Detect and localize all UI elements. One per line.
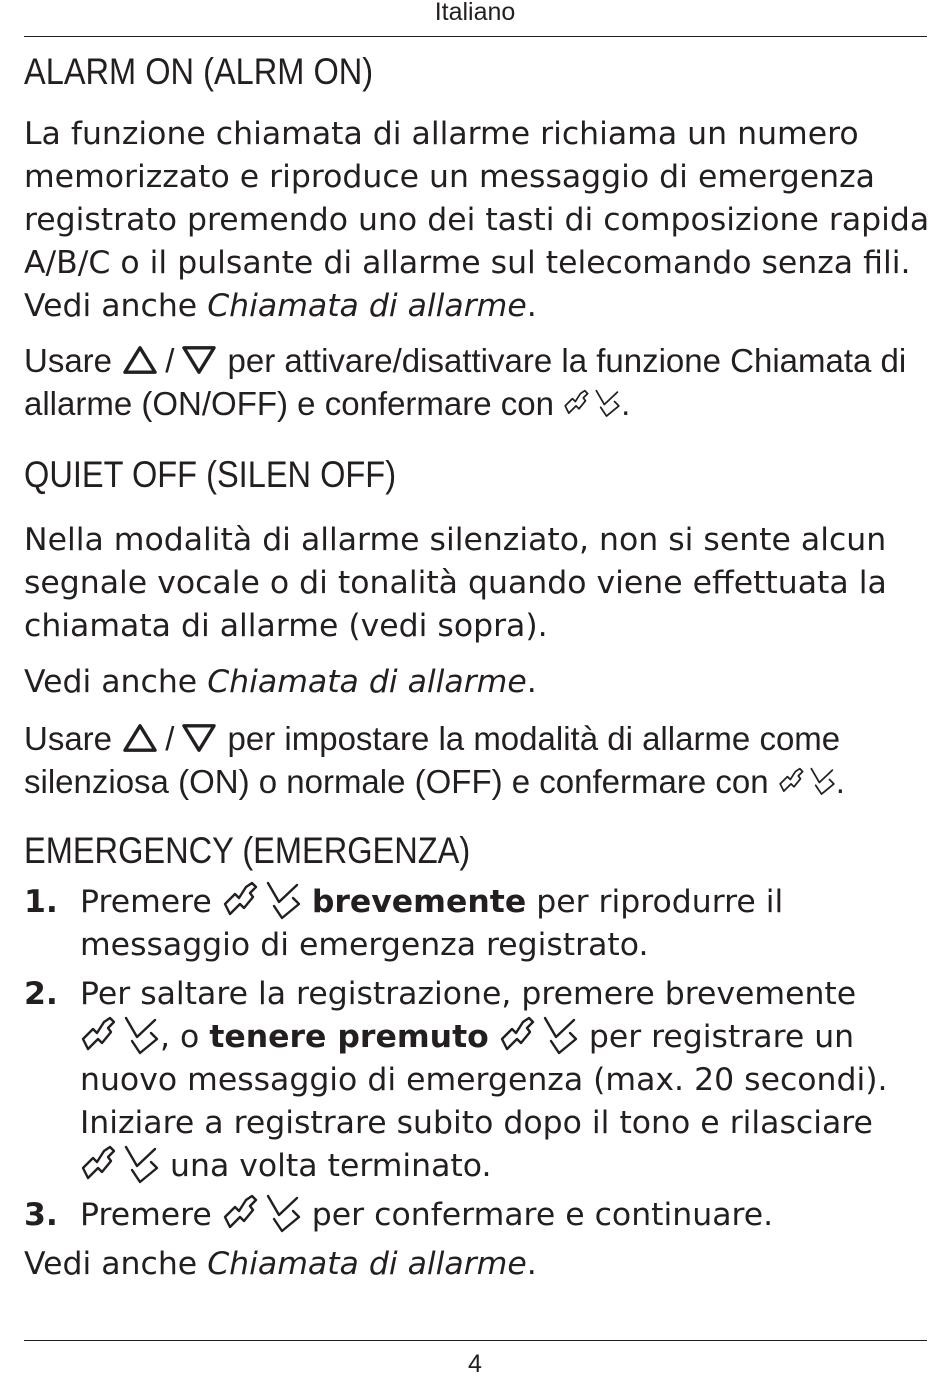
handset-confirm-icon — [778, 766, 836, 796]
alarm-on-heading: ALARM ON (ALRM ON) — [24, 51, 374, 92]
handset-confirm-icon — [222, 1193, 302, 1233]
down-triangle-icon — [180, 344, 218, 376]
down-triangle-icon — [180, 722, 218, 754]
header-rule — [24, 36, 927, 37]
emergency-step-3: 3. Premere per confermare e continuare. — [24, 1194, 934, 1237]
quiet-off-usage: Usare / per impostare la modalità di allarme come silenziosa (ON) o normale (OFF) e confermare con . — [24, 720, 845, 800]
alarm-on-usage: Usare / per attivare/disattivare la funzione Chiamata di allarme (ON/OFF) e confermare con . — [24, 342, 907, 422]
alarm-call-reference: Chiamata di allarme — [207, 664, 527, 700]
quiet-off-heading: QUIET OFF (SILEN OFF) — [24, 454, 397, 495]
up-triangle-icon — [121, 344, 159, 376]
handset-confirm-icon — [222, 880, 302, 920]
footer-rule — [24, 1340, 927, 1341]
handset-confirm-icon — [80, 1144, 160, 1184]
alarm-call-reference: Chiamata di allarme — [207, 1246, 527, 1282]
emergency-see-also: Vedi anche Chiamata di allarme. — [24, 1246, 537, 1282]
handset-confirm-icon — [563, 388, 621, 418]
quiet-off-see-also: Vedi anche Chiamata di allarme. — [24, 664, 537, 700]
emergency-step-2: 2. Per saltare la registrazione, premere brevemente , o tenere premuto per registrare un nuovo messaggio di emergenza (max. 20 secondi). Iniziare a registrare subito dopo il tono e rilasciare una volta terminato. — [24, 976, 888, 1184]
handset-confirm-icon — [499, 1015, 579, 1055]
emergency-heading: EMERGENCY (EMERGENZA) — [24, 830, 471, 871]
emergency-steps — [24, 881, 934, 1237]
language-header: Italiano — [434, 0, 516, 26]
handset-confirm-icon — [80, 1015, 160, 1055]
alarm-on-description: La funzione chiamata di allarme richiama un numero memorizzato e riproduce un messaggio di emergenza registrato premendo uno dei tasti di composizione rapida A/B/C o il pulsante di allarme sul telecomando senza fili. Vedi anche Chiamata di allarme. — [24, 116, 930, 324]
up-triangle-icon — [121, 722, 159, 754]
alarm-call-reference: Chiamata di allarme — [207, 288, 527, 324]
quiet-off-description: Nella modalità di allarme silenziato, non si sente alcun segnale vocale o di tonalità quando viene effettuata la chiamata di allarme (vedi sopra). — [24, 522, 887, 644]
emergency-step-1: 1. Premere brevemente per riprodurre il messaggio di emergenza registrato. — [24, 881, 934, 967]
page-content — [24, 40, 934, 1286]
page-number: 4 — [468, 1350, 482, 1378]
